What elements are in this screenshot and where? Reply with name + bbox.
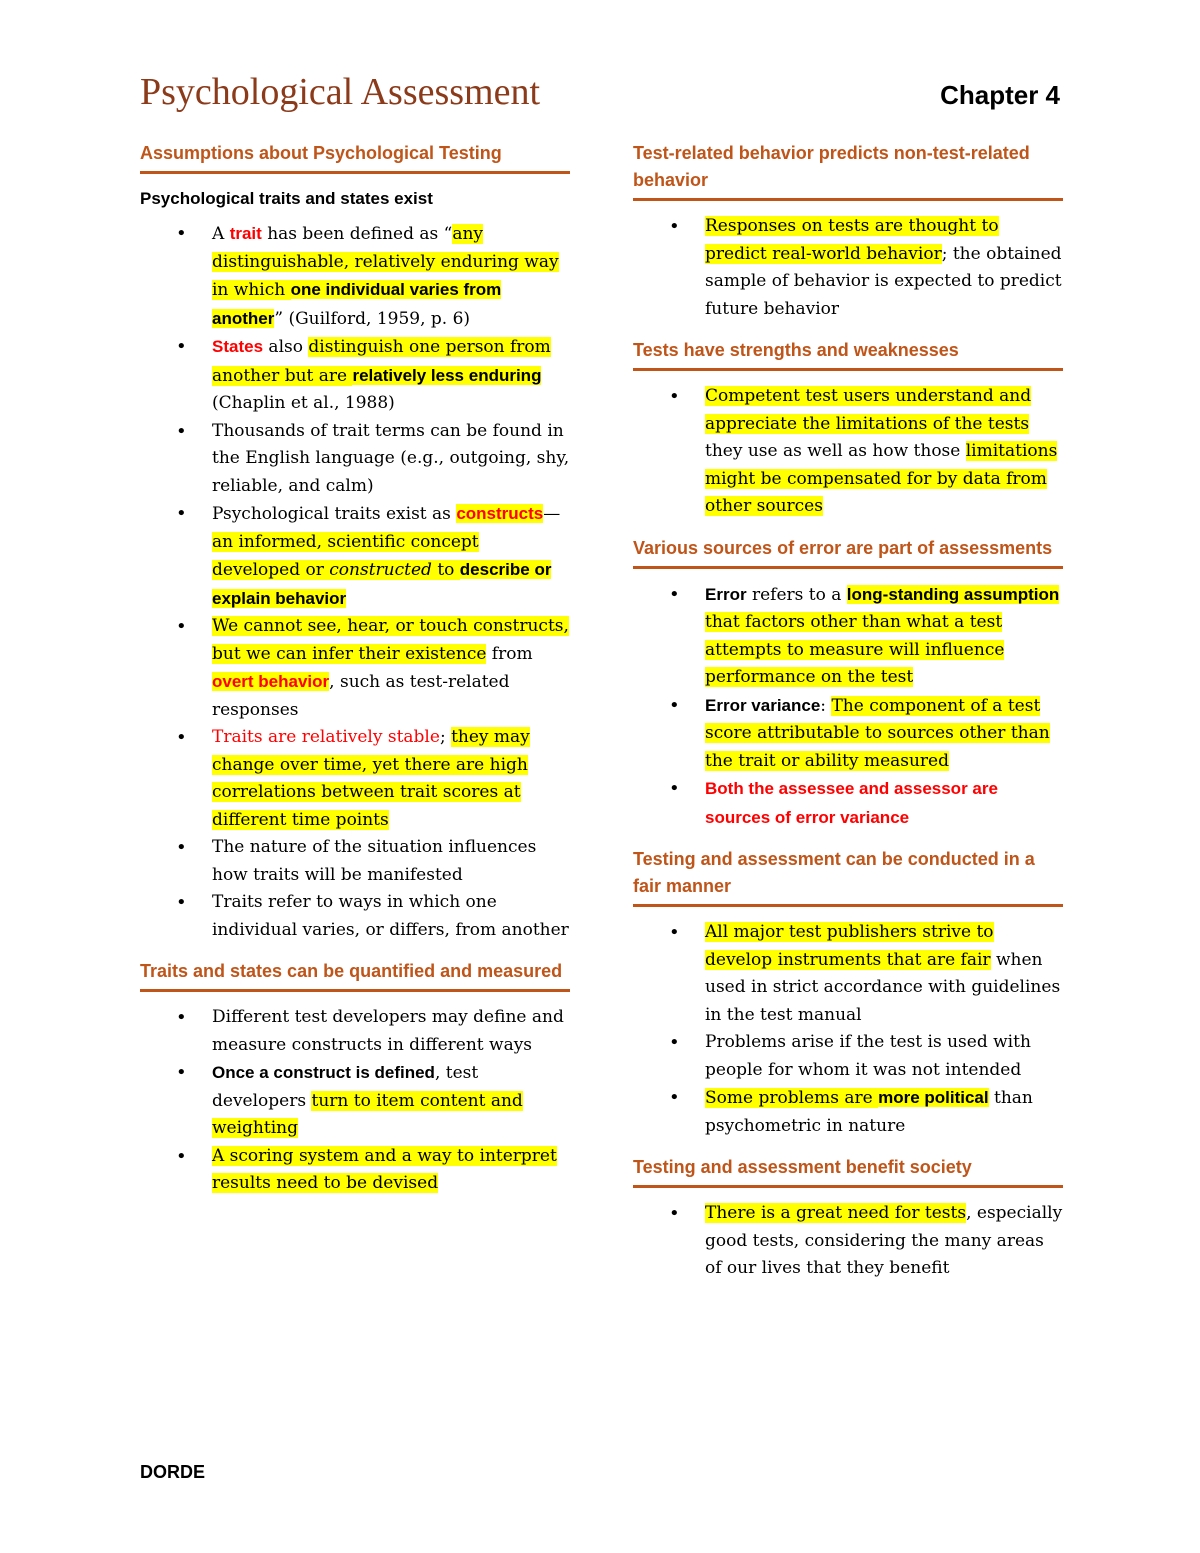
list-item	[705, 1084, 1063, 1140]
list-item	[212, 613, 570, 724]
bold-text: Error	[705, 584, 747, 604]
text-run: they use as well as how those	[705, 441, 966, 461]
highlighted-text: Some problems are	[705, 1088, 879, 1108]
text-run: also	[263, 337, 309, 357]
text-run: than psychometric in nature	[705, 1088, 1033, 1136]
footer-author: DORDE	[140, 1462, 206, 1482]
bullet-list	[633, 1200, 1063, 1283]
highlighted-text: There is a great need for tests	[705, 1203, 967, 1223]
subheading-traits-states-exist: Psychological traits and states exist	[140, 189, 433, 208]
bullet-list	[633, 919, 1063, 1140]
term-constructs: constructs	[456, 504, 544, 523]
highlighted-text: A scoring system and a way to interpret results need to be devised	[212, 1145, 557, 1193]
highlighted-italic-text: constructed	[329, 560, 432, 580]
list-item	[212, 333, 570, 418]
term-overt-behavior: overt behavior	[212, 672, 330, 691]
text-run: Traits refer to ways in which one individual varies, or differs, from another	[212, 892, 569, 940]
highlighted-text: turn to item content and weighting	[212, 1090, 523, 1138]
chapter-label: Chapter 4	[940, 80, 1060, 110]
highlighted-text: Responses on tests are thought to predict real-world behavior	[705, 216, 999, 264]
list-item	[212, 724, 570, 834]
section-heading-quantified: Traits and states can be quantified and measured	[140, 958, 570, 992]
text-run: ; the obtained sample of behavior is expected to predict future behavior	[705, 243, 1062, 319]
text-run: (Chaplin et al., 1988)	[212, 393, 395, 413]
bullet-list	[633, 383, 1063, 521]
text-run: —	[543, 504, 561, 524]
highlighted-text: that factors other than what a test attempts to measure will influence performance on the test	[705, 612, 1005, 687]
section-heading-assumptions: Assumptions about Psychological Testing	[140, 140, 570, 174]
text-run: :	[820, 695, 832, 716]
list-item	[212, 1143, 570, 1198]
bullet-list	[140, 1004, 570, 1198]
text-run: has been defined as “	[261, 224, 453, 244]
highlighted-text: All major test publishers strive to develop instruments that are fair	[705, 922, 994, 970]
section-heading-fair-manner: Testing and assessment can be conducted in a fair manner	[633, 846, 1063, 907]
bold-text: Error variance	[705, 695, 821, 715]
section-heading-benefit-society: Testing and assessment benefit society	[633, 1154, 1063, 1188]
highlighted-text: We cannot see, hear, or touch constructs, but we can infer their existence	[212, 616, 569, 664]
highlighted-text: distinguish one person from another but are	[212, 337, 551, 386]
text-run: when used in strict accordance with guidelines in the test manual	[705, 949, 1061, 1025]
left-column	[140, 140, 570, 1212]
term-states: States	[212, 337, 264, 356]
emphasis-text: Traits are relatively stable	[212, 727, 440, 747]
highlighted-bold-text: one individual varies from another	[212, 280, 502, 328]
bullet-list	[633, 213, 1063, 323]
section-heading-strengths-weaknesses: Tests have strengths and weaknesses	[633, 337, 1063, 371]
highlighted-bold-text: describe or explain behavior	[212, 560, 552, 608]
list-item	[705, 581, 1063, 692]
text-run: Psychological traits exist as	[212, 504, 457, 524]
list-item	[705, 1200, 1063, 1283]
text-run: refers to a	[746, 584, 847, 605]
highlighted-bold-text: long-standing assumption	[846, 584, 1060, 604]
text-run: Different test developers may define and measure constructs in different ways	[212, 1007, 564, 1055]
section-heading-sources-of-error: Various sources of error are part of assessments	[633, 535, 1063, 569]
term-trait: trait	[229, 224, 262, 243]
highlighted-bold-text: relatively less enduring	[352, 365, 542, 385]
emphasis-bold-text: Both the assessee and assessor are sources of error variance	[705, 779, 998, 827]
list-item	[212, 1004, 570, 1059]
text-run: , such as test-related responses	[212, 672, 510, 720]
list-item	[705, 692, 1063, 776]
highlighted-text: Competent test users understand and appreciate the limitations of the tests	[705, 386, 1032, 434]
highlighted-bold-text: more political	[878, 1088, 989, 1107]
list-item	[705, 1029, 1063, 1084]
list-item	[705, 775, 1063, 832]
text-run: ” (Guilford, 1959, p. 6)	[274, 308, 471, 329]
highlighted-text: to	[431, 560, 460, 580]
text-run: , especially good tests, considering the many areas of our lives that they benefit	[705, 1203, 1063, 1278]
list-item	[212, 500, 570, 613]
text-run: Problems arise if the test is used with people for whom it was not intended	[705, 1032, 1031, 1080]
list-item	[705, 383, 1063, 521]
text-run: from	[486, 643, 533, 664]
text-run: Thousands of trait terms can be found in the English language (e.g., outgoing, shy, reliable, and calm)	[212, 420, 570, 496]
list-item	[212, 1059, 570, 1143]
list-item	[212, 834, 570, 889]
document-title: Psychological Assessment	[140, 71, 541, 113]
list-item	[212, 418, 570, 501]
highlighted-text: limitations might be compensated for by data from other sources	[705, 441, 1058, 516]
bullet-list	[633, 581, 1063, 833]
highlighted-text: The component of a test score attributable to sources other than the trait or ability measured	[705, 695, 1050, 771]
highlighted-text: an informed, scientific concept developed or	[212, 531, 479, 580]
text-run: , test developers	[212, 1063, 479, 1111]
right-column	[633, 140, 1063, 1297]
highlighted-text: any distinguishable, relatively enduring way in which	[212, 224, 559, 300]
text-run: The nature of the situation influences how traits will be manifested	[212, 837, 537, 885]
bold-text: Once a construct is defined	[212, 1063, 435, 1082]
text-run: ;	[439, 727, 452, 747]
highlighted-text: they may change over time, yet there are high correlations between trait scores at different time points	[212, 727, 530, 830]
list-item	[705, 919, 1063, 1029]
list-item	[705, 213, 1063, 323]
bullet-list	[140, 220, 570, 944]
list-item	[212, 889, 570, 944]
text-run: A	[212, 224, 230, 244]
section-heading-predicts-behavior: Test-related behavior predicts non-test-related behavior	[633, 140, 1063, 201]
list-item	[212, 220, 570, 333]
